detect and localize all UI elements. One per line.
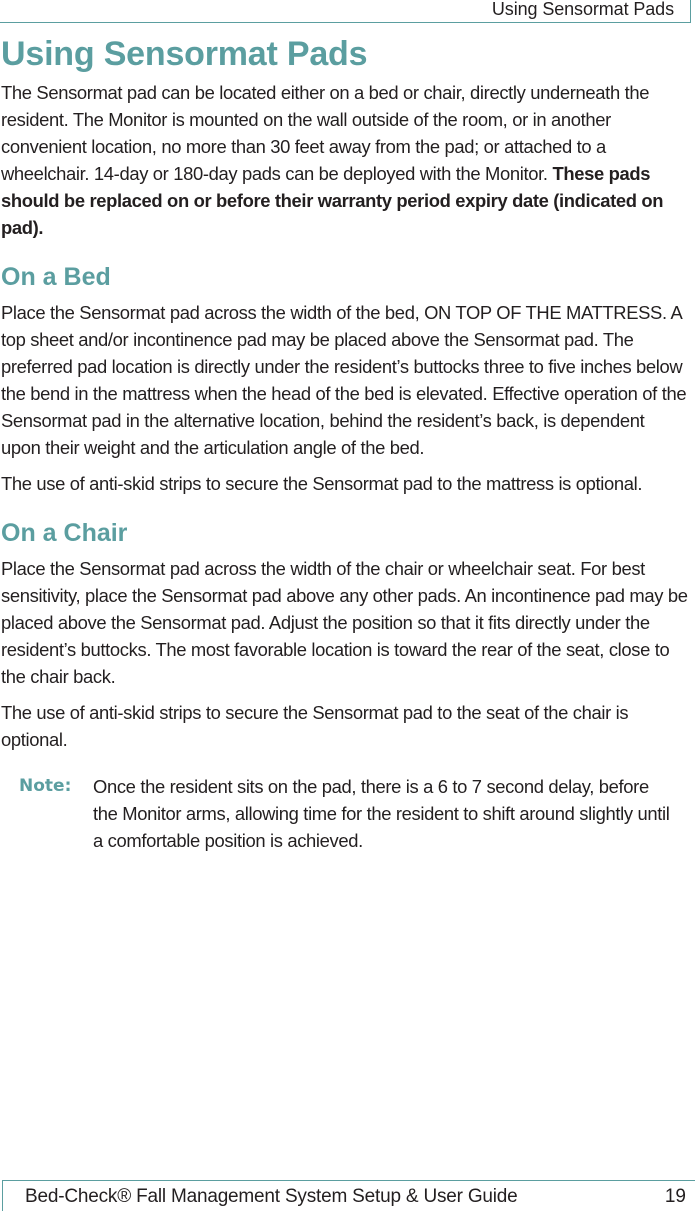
note-label: Note: [19, 776, 72, 796]
section-heading-bed: On a Bed [1, 263, 111, 291]
note-text: Once the resident sits on the pad, there is a 6 to 7 second delay, before the Monitor arms, allowing time for the resident to shift around slightly until a comfortable position is achieved. [93, 776, 670, 851]
chair-paragraph-1: Place the Sensormat pad across the width of the chair or wheelchair seat. For best sensitivity, place the Sensormat pad above any other pads. An incontinence pad may be placed above the Sensormat pad. Adjust the position so that it fits directly under the resident’s buttocks. The most favorable location is toward the rear of the seat, close to the chair back. [1, 558, 688, 687]
intro-paragraph [1, 79, 689, 241]
intro-text: The Sensormat pad can be located either on a bed or chair, directly underneath the resident. The Monitor is mounted on the wall outside of the room, or in another convenient location, no more than 30 feet away from the pad; or attached to a wheelchair. 14-day or 180-day pads can be deployed with the Monitor. [1, 82, 650, 184]
running-header [0, 0, 691, 23]
page-title: Using Sensormat Pads [1, 35, 368, 73]
chair-paragraph-2: The use of anti-skid strips to secure the Sensormat pad to the seat of the chair is optional. [1, 702, 629, 750]
page-number: 19 [664, 1186, 686, 1207]
note-callout [19, 773, 691, 854]
bed-paragraph-2: The use of anti-skid strips to secure the Sensormat pad to the mattress is optional. [1, 473, 643, 494]
running-header-title: Using Sensormat Pads [491, 0, 674, 19]
intro-warning-bold: These pads should be replaced on or before their warranty period expiry date (indicated on pad). [1, 163, 664, 238]
bed-paragraph-1: Place the Sensormat pad across the width of the bed, ON TOP OF THE MATTRESS. A top sheet and/or incontinence pad may be placed above the Sensormat pad. The preferred pad location is directly under the resident’s buttocks three to five inches below the bend in the mattress when the head of the bed is elevated. Effective operation of the Sensormat pad in the alternative location, behind the resident’s back, is dependent upon their weight and the articulation angle of the bed. [1, 302, 687, 458]
page-content [1, 32, 691, 854]
running-footer [2, 1180, 695, 1211]
section-heading-chair: On a Chair [1, 519, 128, 547]
footer-guide-title: Bed-Check® Fall Management System Setup & User Guide [25, 1186, 518, 1207]
